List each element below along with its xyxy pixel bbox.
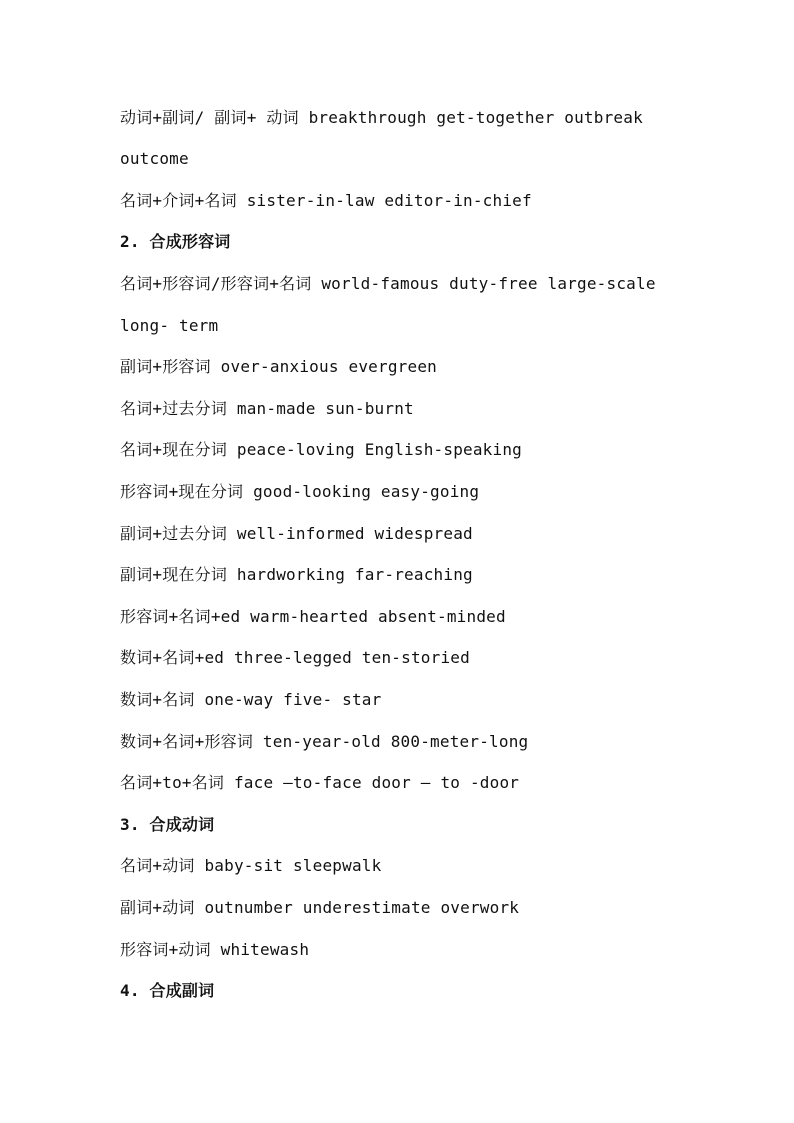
text-line: 数词+名词+ed three-legged ten-storied <box>120 648 470 667</box>
text-line: 数词+名词 one-way five- star <box>120 690 382 709</box>
text-line: long- term <box>120 316 219 335</box>
text-line: outcome <box>120 149 189 168</box>
text-line: 形容词+动词 whitewash <box>120 940 310 959</box>
text-line: 副词+形容词 over-anxious evergreen <box>120 357 437 376</box>
text-line: 名词+介词+名词 sister-in-law editor-in-chief <box>120 191 532 210</box>
text-line: 副词+现在分词 hardworking far-reaching <box>120 565 473 584</box>
text-line: 形容词+现在分词 good-looking easy-going <box>120 482 480 501</box>
text-line: 形容词+名词+ed warm-hearted absent-minded <box>120 607 506 626</box>
text-line: 名词+过去分词 man-made sun-burnt <box>120 399 414 418</box>
text-line: 名词+形容词/形容词+名词 world-famous duty-free large-scale <box>120 274 656 293</box>
section-heading: 4. 合成副词 <box>120 981 215 1000</box>
text-line: 名词+to+名词 face –to-face door – to -door <box>120 773 520 792</box>
text-line: 副词+过去分词 well-informed widespread <box>120 524 473 543</box>
section-heading: 2. 合成形容词 <box>120 232 231 251</box>
text-line: 动词+副词/ 副词+ 动词 breakthrough get-together outbreak <box>120 108 643 127</box>
text-line: 副词+动词 outnumber underestimate overwork <box>120 898 520 917</box>
text-line: 数词+名词+形容词 ten-year-old 800-meter-long <box>120 732 529 751</box>
section-heading: 3. 合成动词 <box>120 815 215 834</box>
text-line: 名词+动词 baby-sit sleepwalk <box>120 856 382 875</box>
text-line: 名词+现在分词 peace-loving English-speaking <box>120 440 523 459</box>
